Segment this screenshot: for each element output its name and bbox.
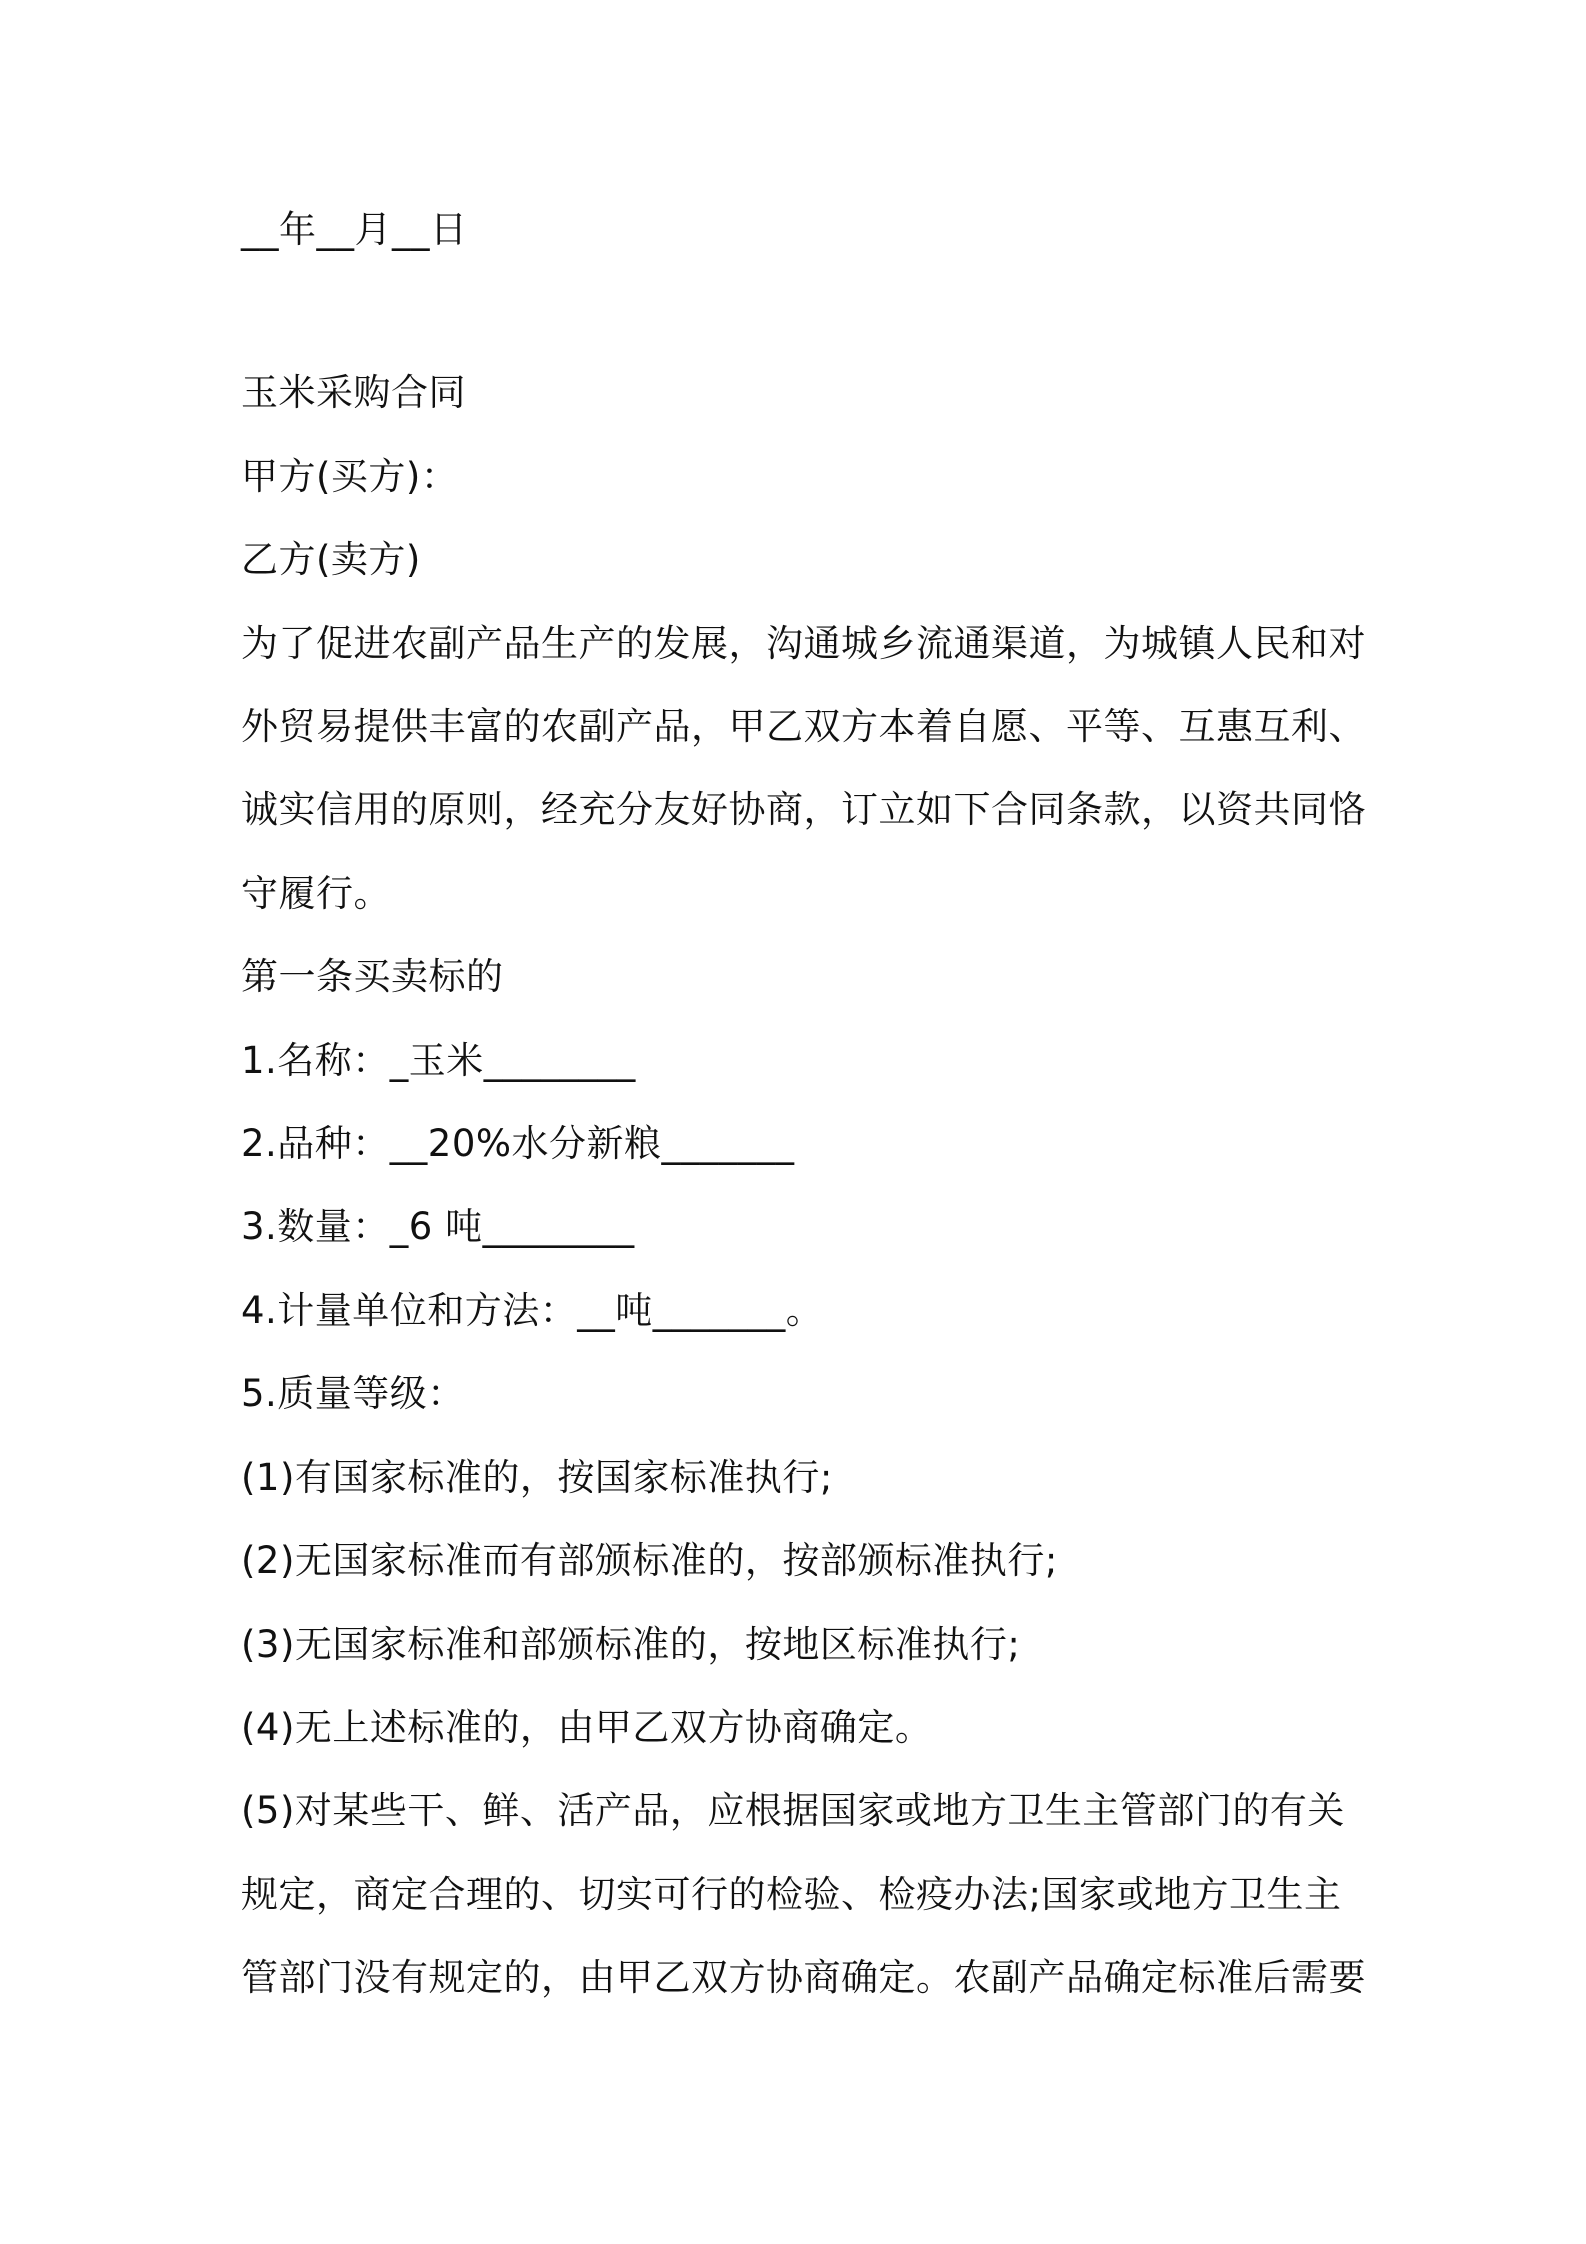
clause5-line: 规定，商定合理的、切实可行的检验、检疫办法;国家或地方卫生主 xyxy=(241,1873,1342,1916)
clause5-line: (5)对某些干、鲜、活产品，应根据国家或地方卫生主管部门的有关 xyxy=(241,1789,1345,1832)
preamble-line: 为了促进农副产品生产的发展，沟通城乡流通渠道，为城镇人民和对 xyxy=(241,622,1366,665)
quality-clause: (2)无国家标准而有部颁标准的，按部颁标准执行; xyxy=(241,1539,1058,1582)
item-unit-method: 4.计量单位和方法：__吨_______。 xyxy=(241,1289,824,1332)
date-line: __年__月__日 xyxy=(241,208,468,251)
preamble-line: 诚实信用的原则，经充分友好协商，订立如下合同条款，以资共同恪 xyxy=(241,788,1366,831)
party-a-line: 甲方(买方)： xyxy=(241,455,459,498)
item-quantity: 3.数量：_6 吨________ xyxy=(241,1205,635,1248)
quality-clause: (1)有国家标准的，按国家标准执行; xyxy=(241,1456,833,1499)
article1-heading: 第一条买卖标的 xyxy=(241,955,504,998)
party-b-line: 乙方(卖方) xyxy=(241,538,421,581)
preamble-line: 外贸易提供丰富的农副产品，甲乙双方本着自愿、平等、互惠互利、 xyxy=(241,705,1366,748)
preamble-line: 守履行。 xyxy=(241,872,391,915)
item-quality-grade: 5.质量等级： xyxy=(241,1372,465,1415)
quality-clause: (4)无上述标准的，由甲乙双方协商确定。 xyxy=(241,1706,933,1749)
contract-title: 玉米采购合同 xyxy=(241,371,466,414)
item-name: 1.名称：_玉米________ xyxy=(241,1039,636,1082)
quality-clause: (3)无国家标准和部颁标准的，按地区标准执行; xyxy=(241,1623,1021,1666)
item-variety: 2.品种：__20%水分新粮_______ xyxy=(241,1122,795,1165)
clause5-line: 管部门没有规定的，由甲乙双方协商确定。农副产品确定标准后需要 xyxy=(241,1956,1366,1999)
